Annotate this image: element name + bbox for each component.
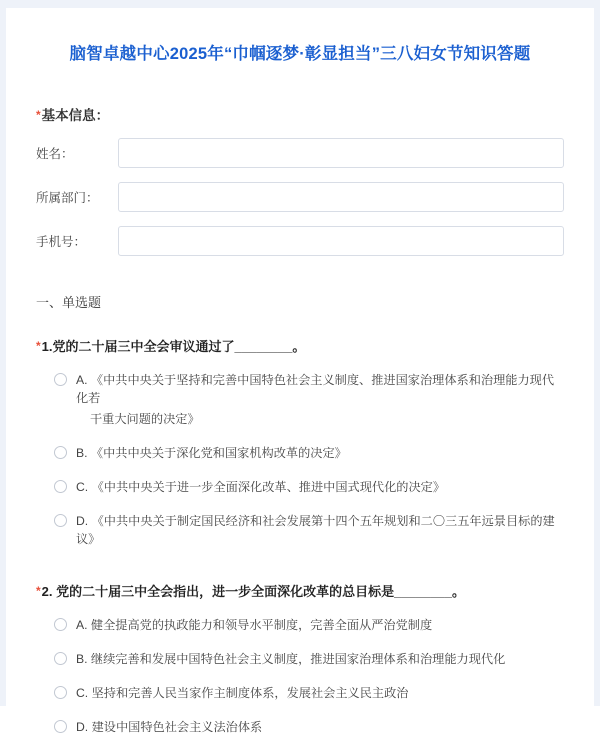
radio-icon[interactable] [54, 618, 67, 631]
field-row-phone [36, 226, 564, 256]
option-2b-body: 继续完善和发展中国特色社会主义制度，推进国家治理体系和治理能力现代化 [90, 652, 506, 666]
option-2c-body: 坚持和完善人民当家作主制度体系，发展社会主义民主政治 [91, 686, 409, 700]
option-1a-key: A. [76, 373, 88, 387]
phone-input[interactable] [118, 226, 564, 256]
question-2-text: 党的二十届三中全会指出，进一步全面深化改革的总目标是________。 [56, 584, 465, 599]
option-2c-text [76, 684, 564, 702]
option-1c-key: C. [76, 480, 89, 494]
department-label: 所属部门： [36, 191, 99, 205]
question-2-options [36, 608, 564, 744]
option-1d-text [76, 512, 564, 548]
radio-icon[interactable] [54, 446, 67, 459]
option-2a-key: A. [76, 618, 88, 632]
option-1b-key: B. [76, 446, 88, 460]
field-row-department [36, 182, 564, 212]
top-strip [6, 0, 594, 8]
option-1a-text [76, 371, 564, 428]
form-content [6, 8, 594, 744]
option-1d-body: 《中共中央关于制定国民经济和社会发展第十四个五年规划和二〇三五年远景目标的建议》 [76, 514, 555, 546]
question-1 [36, 337, 564, 357]
option-1d-key: D. [76, 514, 89, 528]
option-1c-body: 《中共中央关于进一步全面深化改革、推进中国式现代化的决定》 [91, 480, 446, 494]
option-1d[interactable] [54, 504, 564, 556]
option-2b-key: B. [76, 652, 88, 666]
question-1-text: 党的二十届三中全会审议通过了________。 [52, 339, 306, 354]
option-2d[interactable] [54, 710, 564, 744]
required-asterisk-q2: * [36, 584, 41, 598]
option-1a-body-line2: 干重大问题的决定》 [90, 412, 200, 426]
option-1c[interactable] [54, 470, 564, 504]
option-1c-text [76, 478, 564, 496]
phone-label: 手机号： [36, 235, 87, 249]
question-2 [36, 582, 564, 602]
option-1b[interactable] [54, 436, 564, 470]
option-2b-text [76, 650, 564, 668]
question-1-options [36, 363, 564, 556]
page-title: 脑智卓越中心2025年“巾帼逐梦·彰显担当”三八妇女节知识答题 [69, 45, 531, 63]
option-1b-text [76, 444, 564, 462]
name-input[interactable] [118, 138, 564, 168]
basic-info-label: 基本信息： [41, 108, 110, 123]
radio-icon[interactable] [54, 686, 67, 699]
option-2a-body: 健全提高党的执政能力和领导水平制度，完善全面从严治党制度 [90, 618, 433, 632]
section-title-single-choice: 一、单选题 [36, 295, 102, 310]
required-asterisk-q1: * [36, 339, 41, 353]
option-2d-body: 建设中国特色社会主义法治体系 [91, 720, 263, 734]
radio-icon[interactable] [54, 652, 67, 665]
option-1a-body: 《中共中央关于坚持和完善中国特色社会主义制度、推进国家治理体系和治理能力现代化若 [76, 373, 555, 405]
option-2c-key: C. [76, 686, 89, 700]
radio-icon[interactable] [54, 480, 67, 493]
option-2d-text [76, 718, 564, 736]
option-2c[interactable] [54, 676, 564, 710]
option-2d-key: D. [76, 720, 89, 734]
question-1-number: 1. [41, 339, 53, 354]
option-2a[interactable] [54, 608, 564, 642]
option-2a-text [76, 616, 564, 634]
option-1a[interactable] [54, 363, 564, 436]
required-asterisk: * [36, 108, 41, 122]
question-2-number: 2. [41, 584, 53, 599]
option-1b-body: 《中共中央关于深化党和国家机构改革的决定》 [90, 446, 347, 460]
basic-info-heading [36, 104, 564, 124]
radio-icon[interactable] [54, 720, 67, 733]
field-row-name [36, 138, 564, 168]
option-2b[interactable] [54, 642, 564, 676]
radio-icon[interactable] [54, 373, 67, 386]
department-input[interactable] [118, 182, 564, 212]
name-label: 姓名： [36, 147, 74, 161]
radio-icon[interactable] [54, 514, 67, 527]
